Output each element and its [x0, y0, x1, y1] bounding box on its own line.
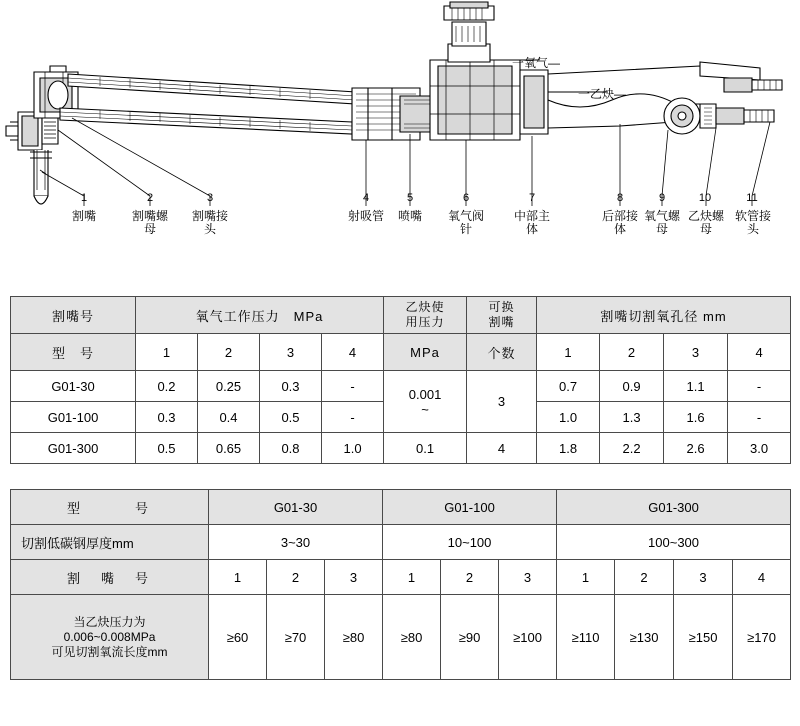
table-row: [11, 560, 791, 595]
header-nozzle-no: 割嘴号: [11, 297, 136, 334]
row-label-nozzle-no: 割 嘴 号: [11, 560, 209, 595]
cell-nozzle-no-3: 3: [325, 560, 383, 595]
cell-nozzle-no-10: 4: [733, 560, 791, 595]
cell-thickness-g01300: 100~300: [557, 525, 791, 560]
cell-oxy-g01300-4: 1.0: [322, 433, 384, 464]
row-label-model: 型 号: [11, 490, 209, 525]
header-model: 型 号: [11, 334, 136, 371]
callout-number-1: 1: [80, 192, 88, 204]
cell-nozzle-no-1: 1: [209, 560, 267, 595]
callout-label-spray-nozzle: 喷嘴: [397, 209, 422, 223]
row-label-flame-length: [11, 595, 209, 680]
table-row: [11, 525, 791, 560]
cell-model-g01100: G01-100: [11, 402, 136, 433]
cell-flame-length-6: ≥100: [499, 595, 557, 680]
cell-oxy-g01100-4: -: [322, 402, 384, 433]
callout-label-oxygen-valve: 氧气阀针: [447, 209, 484, 236]
cell-bore-g01300-2: 2.2: [600, 433, 664, 464]
callout-label-oxygen-nut: 氧气螺母: [643, 209, 680, 236]
cell-bore-g01300-3: 2.6: [664, 433, 728, 464]
cell-flame-length-8: ≥130: [615, 595, 674, 680]
cutting-torch-diagram: [0, 0, 800, 282]
callout-label-nozzle-joint: 割嘴接头: [191, 209, 228, 236]
cell-flame-length-9: ≥150: [674, 595, 733, 680]
performance-table: [10, 489, 791, 680]
acetylene-value-top: 0.001: [408, 386, 442, 402]
callout-label-middle-body: 中部主体: [513, 209, 550, 236]
flame-length-line-2: 0.006~0.008MPa: [63, 629, 156, 644]
row-label-thickness: 切割低碳钢厚度mm: [11, 525, 209, 560]
cell-nozzle-no-2: 2: [267, 560, 325, 595]
header-acetylene-pressure-top: 乙炔使 用压力: [384, 297, 467, 334]
cell-oxy-g0130-2: 0.25: [198, 371, 260, 402]
cell-nozzle-no-8: 2: [615, 560, 674, 595]
cell-oxy-g01100-3: 0.5: [260, 402, 322, 433]
cell-flame-length-2: ≥70: [267, 595, 325, 680]
cell-flame-length-7: ≥110: [557, 595, 615, 680]
cell-nozzle-no-4: 1: [383, 560, 441, 595]
flame-length-line-3: 可见切割氧流长度mm: [51, 644, 168, 659]
header-bore-col-1: 1: [537, 334, 600, 371]
cell-model-g0130: G01-30: [11, 371, 136, 402]
cell-bore-g0130-1: 0.7: [537, 371, 600, 402]
callout-label-acetylene-nut: 乙炔螺母: [687, 209, 724, 236]
callout-label-hose-joint: 软管接头: [734, 209, 771, 236]
header-acetylene-pressure-unit: MPa: [384, 334, 467, 371]
cell-oxy-g01300-1: 0.5: [136, 433, 198, 464]
header-oxy-col-4: 4: [322, 334, 384, 371]
cell-nozzle-no-7: 1: [557, 560, 615, 595]
cell-bore-g01300-4: 3.0: [728, 433, 791, 464]
cell-thickness-g01100: 10~100: [383, 525, 557, 560]
callout-label-nozzle-nut: 割嘴螺母: [131, 209, 168, 236]
callout-label-injector-tube: 射吸管: [347, 209, 384, 223]
callout-number-3: 3: [206, 192, 214, 204]
callout-number-11: 11: [746, 192, 758, 204]
cell-oxy-g01100-1: 0.3: [136, 402, 198, 433]
header-oxy-col-3: 3: [260, 334, 322, 371]
cell-model-g01100: G01-100: [383, 490, 557, 525]
callout-number-4: 4: [362, 192, 370, 204]
cell-thickness-g0130: 3~30: [209, 525, 383, 560]
cell-oxy-g0130-4: -: [322, 371, 384, 402]
specification-table: [10, 296, 791, 464]
gas-label-oxygen: 一氧气—: [512, 56, 561, 70]
cell-interchangeable-4: 4: [467, 433, 537, 464]
table-row: [11, 371, 791, 402]
callout-number-9: 9: [658, 192, 666, 204]
header-interchangeable-top: 可换 割嘴: [467, 297, 537, 334]
callout-number-7: 7: [528, 192, 536, 204]
cell-nozzle-no-9: 3: [674, 560, 733, 595]
cell-bore-g01300-1: 1.8: [537, 433, 600, 464]
table-row: [11, 595, 791, 680]
header-oxy-col-2: 2: [198, 334, 260, 371]
cell-bore-g01100-1: 1.0: [537, 402, 600, 433]
cell-nozzle-no-6: 3: [499, 560, 557, 595]
cell-flame-length-10: ≥170: [733, 595, 791, 680]
header-bore-col-3: 3: [664, 334, 728, 371]
cell-oxy-g01300-2: 0.65: [198, 433, 260, 464]
acetylene-value-mid: ~: [421, 401, 429, 417]
header-bore-col-4: 4: [728, 334, 791, 371]
cell-bore-g01100-4: -: [728, 402, 791, 433]
flame-length-line-1: 当乙炔压力为: [73, 614, 146, 629]
cell-model-g0130: G01-30: [209, 490, 383, 525]
cell-model-g01300: G01-300: [557, 490, 791, 525]
torch-drawing: [0, 0, 800, 282]
header-oxygen-pressure: 氧气工作压力 MPa: [136, 297, 384, 334]
header-oxy-col-1: 1: [136, 334, 198, 371]
callout-label-rear-body: 后部接体: [601, 209, 638, 236]
cell-bore-g0130-2: 0.9: [600, 371, 664, 402]
cell-oxy-g0130-3: 0.3: [260, 371, 322, 402]
callout-number-5: 5: [406, 192, 414, 204]
header-cutting-bore: 割嘴切割氧孔径 mm: [537, 297, 791, 334]
callout-label-nozzle: 割嘴: [71, 209, 96, 223]
cell-flame-length-4: ≥80: [383, 595, 441, 680]
callout-number-10: 10: [698, 192, 712, 204]
cell-flame-length-1: ≥60: [209, 595, 267, 680]
callout-number-8: 8: [616, 192, 624, 204]
cell-bore-g0130-3: 1.1: [664, 371, 728, 402]
table-row: [11, 490, 791, 525]
cell-model-g01300: G01-300: [11, 433, 136, 464]
cell-oxy-g01100-2: 0.4: [198, 402, 260, 433]
cell-oxy-g01300-3: 0.8: [260, 433, 322, 464]
cell-interchangeable-3: 3: [467, 371, 537, 433]
cell-acetylene-range-top: [384, 371, 467, 433]
cell-bore-g01100-2: 1.3: [600, 402, 664, 433]
cell-bore-g01100-3: 1.6: [664, 402, 728, 433]
callout-number-6: 6: [462, 192, 470, 204]
cell-nozzle-no-5: 2: [441, 560, 499, 595]
cell-acetylene-range-bottom: 0.1: [384, 433, 467, 464]
header-bore-col-2: 2: [600, 334, 664, 371]
callout-number-2: 2: [146, 192, 154, 204]
cell-flame-length-3: ≥80: [325, 595, 383, 680]
table-row: [11, 433, 791, 464]
cell-oxy-g0130-1: 0.2: [136, 371, 198, 402]
cell-bore-g0130-4: -: [728, 371, 791, 402]
gas-label-acetylene: 一乙炔—: [578, 87, 627, 101]
header-interchangeable-count: 个数: [467, 334, 537, 371]
cell-flame-length-5: ≥90: [441, 595, 499, 680]
